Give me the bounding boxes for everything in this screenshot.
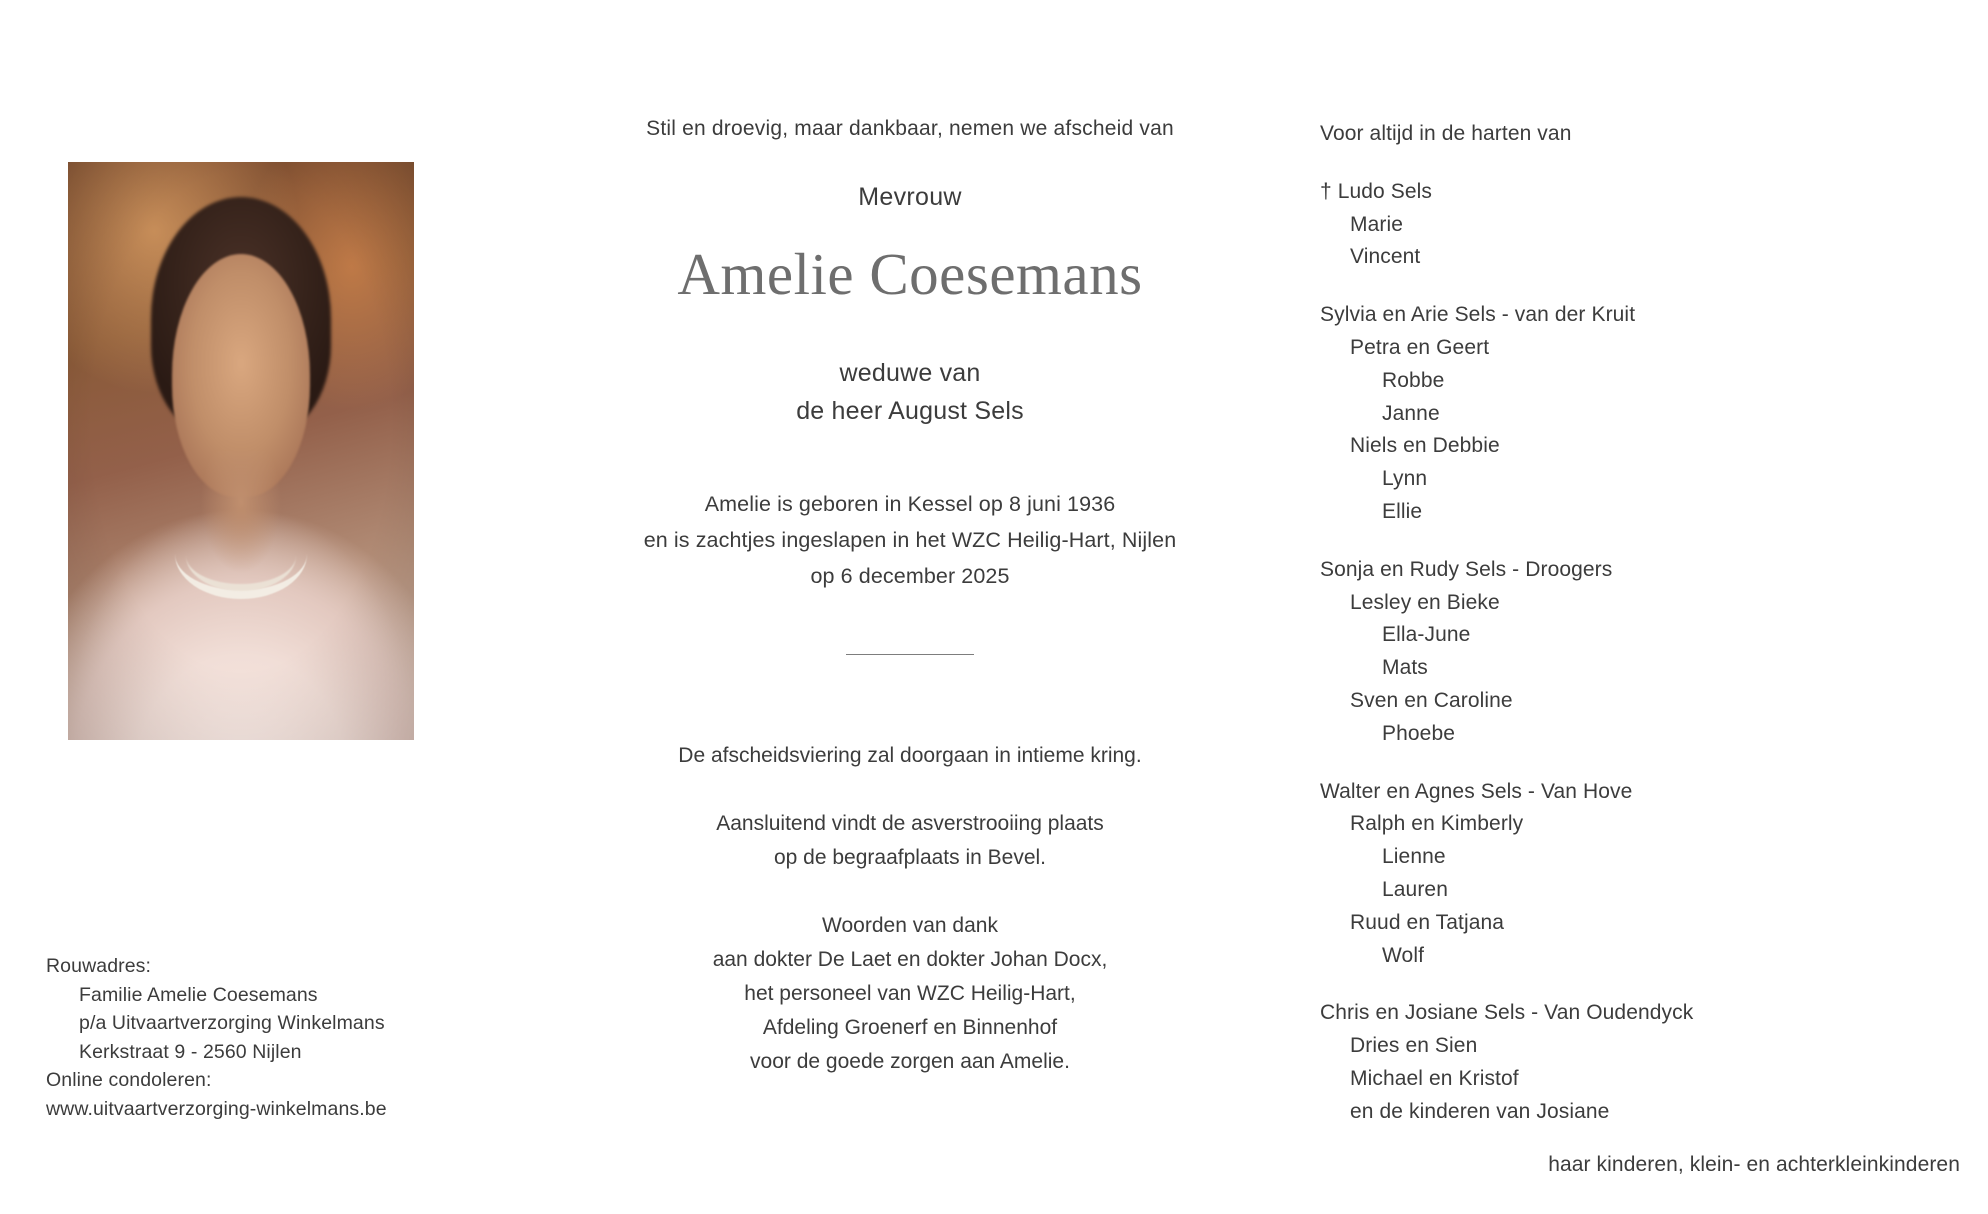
section-divider: [846, 654, 974, 655]
scattering-line-2: op de begraafplaats in Bevel.: [773, 846, 1047, 869]
family-group-spacer: [1320, 529, 1960, 554]
service-line: De afscheidsviering zal doorgaan in intieme kring.: [678, 744, 1142, 767]
family-member: Ruud en Tatjana: [1350, 910, 1505, 934]
deceased-name: Amelie Coesemans: [677, 241, 1143, 307]
family-member: Wolf: [1382, 943, 1425, 967]
honorific: Mevrouw: [858, 183, 962, 211]
photo-of-deceased: [68, 162, 414, 740]
mourning-address-line-3: Kerkstraat 9 - 2560 Nijlen: [79, 1040, 302, 1063]
family-member: Vincent: [1350, 245, 1421, 269]
family-member: Mats: [1382, 656, 1428, 680]
family-member: Lauren: [1382, 877, 1448, 901]
thanks-line-4: Afdeling Groenerf en Binnenhof: [762, 1016, 1058, 1039]
scattering-line-1: Aansluitend vindt de asverstrooiing plaats: [716, 812, 1104, 835]
family-member: Sonja en Rudy Sels - Droogers: [1320, 557, 1613, 581]
family-member: Ralph en Kimberly: [1350, 812, 1524, 836]
family-group-spacer: [1320, 151, 1960, 176]
center-column: [560, 112, 1260, 1079]
family-member: Lesley en Bieke: [1350, 590, 1500, 614]
widow-line-1: weduwe van: [839, 359, 981, 387]
family-member: Niels en Debbie: [1350, 434, 1500, 458]
farewell-intro: Stil en droevig, maar dankbaar, nemen we afscheid van: [646, 117, 1174, 140]
family-heading: Voor altijd in de harten van: [1320, 122, 1572, 145]
family-member: Sven en Caroline: [1350, 688, 1513, 712]
family-member: Walter en Agnes Sels - Van Hove: [1320, 779, 1633, 803]
funeral-home-website[interactable]: www.uitvaartverzorging-winkelmans.be: [46, 1097, 387, 1120]
family-member: Chris en Josiane Sels - Van Oudendyck: [1320, 1001, 1694, 1025]
thanks-line-5: voor de goede zorgen aan Amelie.: [750, 1050, 1070, 1073]
family-group-spacer: [1320, 972, 1960, 997]
family-member: Lienne: [1382, 845, 1446, 869]
widow-line-2: de heer August Sels: [796, 397, 1024, 425]
thanks-line-3: het personeel van WZC Heilig-Hart,: [744, 982, 1076, 1005]
family-list: [1320, 151, 1960, 1129]
family-column: [1320, 118, 1960, 1181]
family-member: Dries en Sien: [1350, 1034, 1478, 1058]
mourning-address-line-2: p/a Uitvaartverzorging Winkelmans: [79, 1012, 385, 1035]
mourning-address-line-1: Familie Amelie Coesemans: [79, 983, 318, 1006]
family-group-spacer: [1320, 751, 1960, 776]
thanks-line-2: aan dokter De Laet en dokter Johan Docx,: [712, 948, 1108, 971]
passing-place-line: en is zachtjes ingeslapen in het WZC Heilig-Hart, Nijlen: [643, 528, 1177, 552]
mourning-address-label: Rouwadres:: [46, 955, 152, 977]
thanks-line-1: Woorden van dank: [822, 914, 998, 937]
portrait-frame: [68, 162, 414, 740]
family-group-spacer: [1320, 274, 1960, 299]
photo-vignette: [68, 162, 414, 740]
passing-date-line: op 6 december 2025: [810, 564, 1010, 588]
family-member: Ella-June: [1382, 623, 1471, 647]
family-member: Sylvia en Arie Sels - van der Kruit: [1320, 303, 1636, 327]
family-member: en de kinderen van Josiane: [1350, 1099, 1610, 1123]
birth-line: Amelie is geboren in Kessel op 8 juni 1936: [704, 492, 1116, 516]
family-member: Lynn: [1382, 467, 1428, 491]
family-member: † Ludo Sels: [1320, 179, 1433, 203]
family-closing: haar kinderen, klein- en achterkleinkinderen: [1548, 1152, 1960, 1176]
family-member: Robbe: [1382, 368, 1445, 392]
family-member: Michael en Kristof: [1350, 1066, 1519, 1090]
online-condolences-label: Online condoleren:: [46, 1069, 212, 1092]
family-member: Petra en Geert: [1350, 335, 1490, 359]
family-member: Ellie: [1382, 499, 1423, 523]
family-member: Janne: [1382, 401, 1440, 425]
family-member: Marie: [1350, 212, 1404, 236]
family-member: Phoebe: [1382, 721, 1456, 745]
mourning-address-block: [46, 952, 546, 1124]
